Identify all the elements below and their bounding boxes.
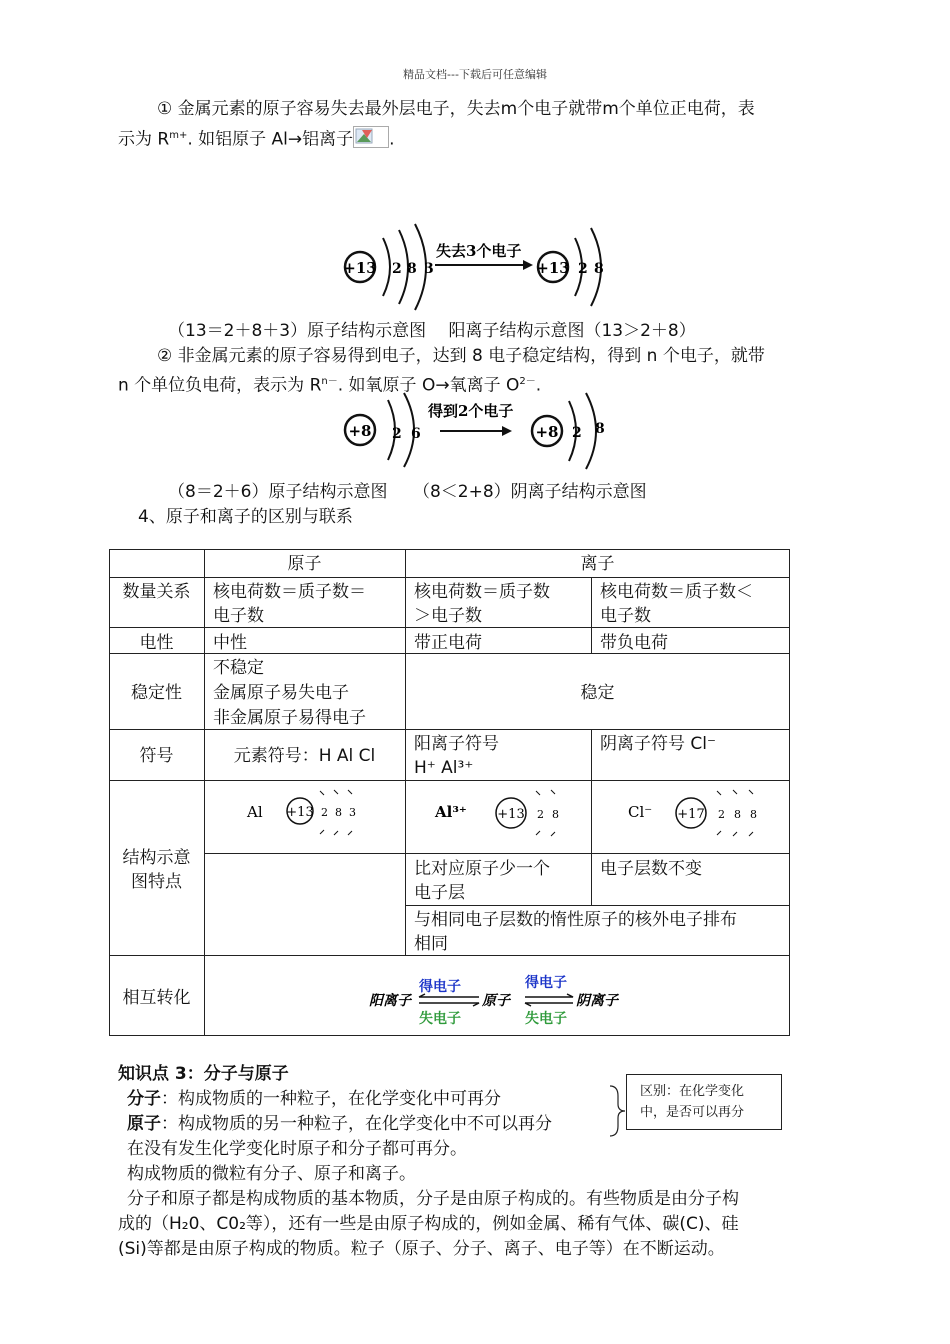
cl-ion-structure — [624, 785, 774, 841]
shell-right-2: 8 — [595, 421, 605, 437]
oxygen-ion-diagram — [336, 390, 616, 472]
conv-gain-1: 得电子 — [419, 979, 461, 995]
shell-left-1: 2 — [392, 426, 402, 442]
para1-sup: m+ — [169, 130, 188, 141]
arrow-label: 失去3个电子 — [436, 242, 522, 260]
conv-lose-1: 失电子 — [419, 1011, 461, 1027]
para2-text-b: . 如氧原子 O→氧离子 O — [337, 375, 520, 396]
shell-left-3: 3 — [424, 261, 434, 277]
kp3-molecule-label: 分子 — [127, 1089, 161, 1109]
charge-cation: 带正电荷 — [414, 633, 482, 653]
kp3-molecule-text: ：构成物质的一种粒子，在化学变化中可再分 — [161, 1089, 501, 1109]
feature-cation-l2: 电子层 — [414, 883, 465, 903]
stability-atom-l1: 不稳定 — [213, 658, 264, 678]
para2-line1: ② 非金属元素的原子容易得到电子，达到 8 电子稳定结构，得到 n 个电子，就带 — [157, 346, 765, 366]
al-shell-1: 2 — [321, 806, 328, 819]
symbol-cation-l1: 阳离子符号 — [414, 734, 499, 754]
aluminum-ion-diagram — [335, 220, 615, 320]
cl-ion-shell-1: 2 — [718, 808, 725, 821]
al-symbol: Al — [247, 803, 263, 821]
para1-text-b: . 如铝原子 Al→铝离子 — [187, 129, 354, 150]
para2-end: . — [535, 375, 542, 396]
kp3-line4: 构成物质的微粒有分子、原子和离子。 — [127, 1164, 416, 1184]
arrow-label: 得到2个电子 — [428, 402, 514, 420]
arrow-head — [502, 426, 512, 436]
kp3-title: 知识点 3：分子与原子 — [118, 1064, 289, 1084]
note-line1: 区别：在化学变化 — [640, 1084, 745, 1099]
conv-anion: 阴离子 — [576, 993, 618, 1009]
shell-left-2: 6 — [411, 426, 421, 442]
nucleus-right-label: +8 — [535, 423, 559, 441]
diagram1-caption: （13＝2＋8＋3）原子结构示意图 阳离子结构示意图（13＞2＋8） — [168, 321, 696, 341]
section4-title: 4、原子和离子的区别与联系 — [138, 507, 353, 527]
cl-ion-shell-2: 8 — [734, 808, 741, 821]
symbol-cation-l2: H⁺ Al³⁺ — [414, 758, 474, 778]
kp3-molecule-line — [127, 1087, 501, 1112]
al-nucleus-label: +13 — [286, 805, 314, 820]
para2-text-a: n 个单位负电荷，表示为 R — [118, 375, 322, 396]
difference-note — [626, 1074, 782, 1130]
para1-text-a: 示为 R — [118, 129, 170, 150]
row-stability-label: 稳定性 — [131, 683, 182, 703]
row-structure-label-l2: 图特点 — [131, 872, 182, 892]
quantity-atom-l1: 核电荷数＝质子数＝ — [213, 582, 366, 602]
symbol-anion: 阴离子符号 Cl⁻ — [600, 734, 716, 754]
cl-ion-symbol: Cl⁻ — [628, 803, 653, 821]
quantity-cation-l2: ＞电子数 — [414, 606, 482, 626]
cl-ion-shell-3: 8 — [750, 808, 757, 821]
conv-arrow-gain-2 — [525, 994, 573, 997]
row-charge-label: 电性 — [139, 633, 174, 653]
nucleus-left-label: +13 — [343, 259, 377, 277]
arrow-head — [523, 260, 533, 270]
broken-image-icon — [353, 126, 389, 148]
feature-shared-l2: 相同 — [414, 934, 448, 954]
al-shell-3: 3 — [349, 806, 356, 819]
quantity-cation-l1: 核电荷数＝质子数 — [414, 582, 550, 602]
shell-left-2: 8 — [407, 261, 417, 277]
para1-line1: ① 金属元素的原子容易失去最外层电子，失去m个电子就带m个单位正电荷，表 — [157, 99, 755, 119]
conv-lose-2: 失电子 — [525, 1011, 567, 1027]
al-ion-structure — [431, 785, 571, 841]
atom-ion-table — [109, 549, 790, 1036]
quantity-atom-l2: 电子数 — [213, 606, 264, 626]
al-atom-structure — [239, 785, 379, 841]
al-ion-nucleus-label: +13 — [497, 807, 525, 822]
stability-ion: 稳定 — [580, 683, 615, 703]
row-conversion-label: 相互转化 — [122, 988, 191, 1008]
feature-anion: 电子层数不变 — [600, 859, 702, 879]
conversion-diagram — [361, 967, 631, 1033]
kp3-atom-line — [127, 1112, 552, 1137]
quantity-anion-l2: 电子数 — [600, 606, 651, 626]
col-ion-header: 离子 — [580, 554, 615, 574]
page-header: 精品文档---下载后可任意编辑 — [403, 68, 547, 81]
charge-atom: 中性 — [213, 633, 247, 653]
shell-right-2: 8 — [594, 261, 604, 277]
cl-ion-nucleus-label: +17 — [677, 807, 705, 822]
brace-icon — [606, 1082, 628, 1140]
al-shell-2: 8 — [335, 806, 342, 819]
kp3-line7: (Si)等都是由原子构成的物质。粒子（原子、分子、离子、电子等）在不断运动。 — [118, 1239, 725, 1259]
conv-arrow-lose-1 — [419, 1003, 479, 1006]
al-ion-shell-1: 2 — [537, 808, 544, 821]
row-quantity-label: 数量关系 — [122, 582, 191, 602]
kp3-atom-text: ：构成物质的另一种粒子，在化学变化中不可以再分 — [161, 1114, 552, 1134]
symbol-atom: 元素符号：H Al Cl — [233, 746, 376, 766]
al-ion-symbol: Al³⁺ — [435, 803, 467, 821]
row-symbol-label: 符号 — [139, 746, 174, 766]
stability-atom-l3: 非金属原子易得电子 — [213, 708, 366, 728]
para1-line2 — [118, 123, 395, 153]
col-atom-header: 原子 — [287, 554, 322, 574]
al-ion-shell-2: 8 — [552, 808, 559, 821]
row-structure-label-l1: 结构示意 — [122, 848, 191, 868]
kp3-line6: 成的（H₂0、C0₂等），还有一些是由原子构成的，例如金属、稀有气体、碳(C)、硅 — [118, 1214, 739, 1234]
diagram2-caption: （8＝2＋6）原子结构示意图 （8＜2+8）阴离子结构示意图 — [168, 482, 647, 502]
conv-atom: 原子 — [482, 993, 510, 1009]
para1-end: . — [389, 129, 395, 150]
conv-gain-2: 得电子 — [525, 975, 567, 991]
conv-arrow-lose-2 — [525, 1003, 573, 1006]
conv-cation: 阳离子 — [369, 993, 411, 1009]
nucleus-right-label: +13 — [536, 259, 570, 277]
note-line2: 中，是否可以再分 — [640, 1105, 745, 1120]
kp3-line5: 分子和原子都是构成物质的基本物质，分子是由原子构成的。有些物质是由分子构 — [127, 1189, 739, 1209]
kp3-atom-label: 原子 — [127, 1114, 161, 1134]
feature-shared-l1: 与相同电子层数的惰性原子的核外电子排布 — [414, 910, 737, 930]
shell-arc-1 — [383, 238, 390, 296]
nucleus-left-label: +8 — [348, 422, 372, 440]
shell-left-1: 2 — [392, 261, 402, 277]
feature-cation-l1: 比对应原子少一个 — [414, 859, 550, 879]
charge-anion: 带负电荷 — [600, 633, 668, 653]
kp3-line3: 在没有发生化学变化时原子和分子都可再分。 — [127, 1139, 467, 1159]
para2-sup: n－ — [321, 376, 338, 387]
stability-atom-l2: 金属原子易失电子 — [213, 683, 349, 703]
quantity-anion-l1: 核电荷数＝质子数＜ — [600, 582, 753, 602]
shell-right-1: 2 — [572, 425, 582, 441]
para2-sup2: 2－ — [519, 376, 536, 387]
shell-right-1: 2 — [578, 261, 588, 277]
